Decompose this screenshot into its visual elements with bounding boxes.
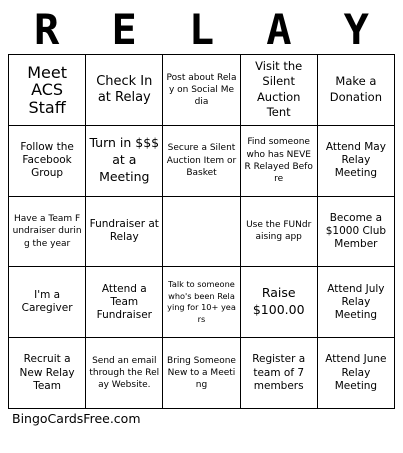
bingo-cell[interactable]: Recruit a New Relay Team <box>9 338 86 409</box>
bingo-grid <box>8 54 395 409</box>
bingo-cell[interactable]: Post about Relay on Social Media <box>163 55 240 126</box>
bingo-cell[interactable]: Make a Donation <box>318 55 395 126</box>
bingo-cell[interactable]: Secure a Silent Auction Item or Basket <box>163 126 240 197</box>
bingo-free-cell[interactable] <box>163 197 240 268</box>
bingo-cell[interactable]: Register a team of 7 members <box>241 338 318 409</box>
bingo-cell[interactable]: Fundraiser at Relay <box>86 197 163 268</box>
bingo-cell[interactable]: Send an email through the Relay Website. <box>86 338 163 409</box>
bingo-cell[interactable]: Become a $1000 Club Member <box>318 197 395 268</box>
bingo-header <box>8 6 395 54</box>
bingo-cell[interactable]: Meet ACS Staff <box>9 55 86 126</box>
footer-credit: BingoCardsFree.com <box>12 411 141 426</box>
bingo-cell[interactable]: Attend June Relay Meeting <box>318 338 395 409</box>
header-letter-e: E <box>111 5 137 54</box>
header-letter-l: L <box>188 5 215 54</box>
bingo-cell[interactable]: Find someone who has NEVER Relayed Before <box>241 126 318 197</box>
bingo-cell[interactable]: Visit the Silent Auction Tent <box>241 55 318 126</box>
bingo-cell[interactable]: Use the FUNdraising app <box>241 197 318 268</box>
bingo-cell[interactable]: Attend July Relay Meeting <box>318 267 395 338</box>
bingo-cell[interactable]: Have a Team Fundraiser during the year <box>9 197 86 268</box>
bingo-cell[interactable]: Turn in $$$ at a Meeting <box>86 126 163 197</box>
header-letter-a: A <box>266 5 292 54</box>
bingo-cell[interactable]: Attend May Relay Meeting <box>318 126 395 197</box>
bingo-cell[interactable]: Attend a Team Fundraiser <box>86 267 163 338</box>
bingo-cell[interactable]: Check In at Relay <box>86 55 163 126</box>
header-letter-r: R <box>34 5 60 54</box>
header-letter-y: Y <box>343 5 369 54</box>
bingo-cell[interactable]: Follow the Facebook Group <box>9 126 86 197</box>
bingo-cell[interactable]: Bring Someone New to a Meeting <box>163 338 240 409</box>
bingo-cell[interactable]: I'm a Caregiver <box>9 267 86 338</box>
bingo-cell[interactable]: Raise $100.00 <box>241 267 318 338</box>
bingo-cell[interactable]: Talk to someone who's been Relaying for 10+ years <box>163 267 240 338</box>
